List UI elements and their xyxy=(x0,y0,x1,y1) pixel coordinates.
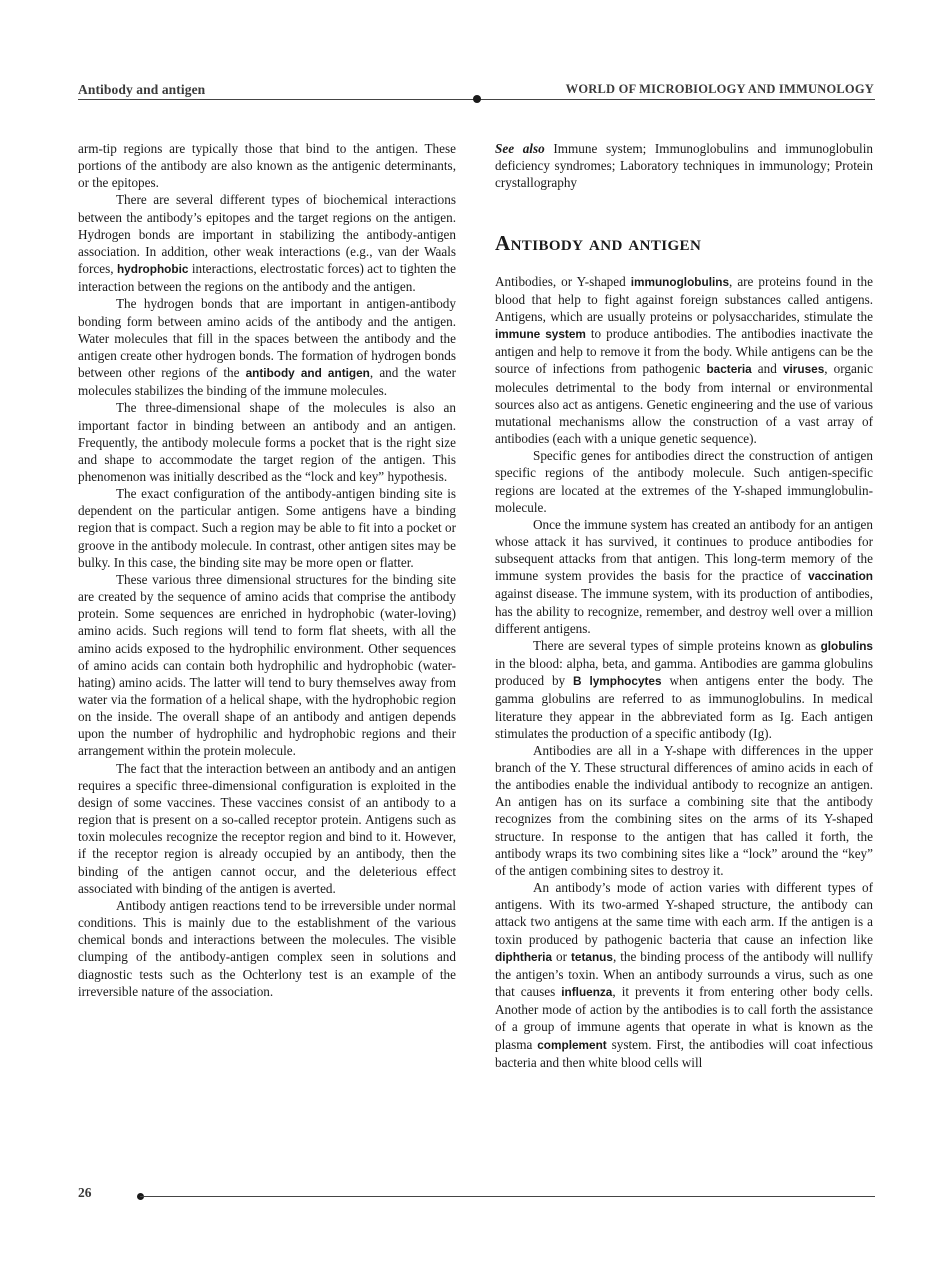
keyword-link: tetanus xyxy=(570,949,613,964)
paragraph: arm-tip regions are typically those that bind to the antigen. These portions of the antibody are also known as the antigenic determinants, or the epitopes. xyxy=(78,141,456,191)
paragraph: An antibody’s mode of action varies with different types of antigens. With its two-armed Y-shaped structure, the antibody can attack two antigens at the same time with each arm. If the antigen is a toxin produced by pathogenic bacteria that cause an infection like diphtheria or tetanus, the binding process of the antibody will nullify the antigen’s toxin. When an antibody surrounds a virus, such as one that causes influenza, it prevents it from entering other body cells. Another mode of action by the antibodies is to call forth the assistance of a group of immune agents that operate in what is known as the plasma complement system. First, the antibodies will coat infectious bacteria and then white blood cells will xyxy=(495,880,874,1070)
paragraph: These various three dimensional structures for the binding site are created by the sequence of amino acids that comprise the antibody protein. Some sequences are enriched in hydrophobic (water-loving) amino acids. Such regions will tend to form flat sheets, with all the amino acids exposed to the hydrophilic environment. Other sequences of amino acids can contain both hydrophilic and hydrophobic (water-hating) amino acids. The latter will tend to bury themselves away from water via the formation of a helical shape, with the hydrophobic region on the inside. The overall shape of an antibody and antigen depends upon the number of hydrophilic and hydrophobic regions and their arrangement within the protein molecule. xyxy=(78,571,456,759)
keyword-link: hydrophobic xyxy=(116,262,189,277)
paragraph: There are several types of simple proteins known as globulins in the blood: alpha, beta, and gamma. Antibodies are gamma globulins produced by B lymphocytes when antigens enter the body. The gamma globulins are referred to as immunoglobulins. In medical literature they appear in the abbreviated form as Ig. Each antigen stimulates the production of a specific antibody (Ig). xyxy=(495,637,873,741)
keyword-link: diphtheria xyxy=(495,949,553,964)
left-column xyxy=(78,140,456,1000)
header-bullet-dot xyxy=(473,95,481,103)
paragraph: The three-dimensional shape of the molecules is also an important factor in binding between an antibody and an antigen. Frequently, the antibody molecule forms a pocket that is the right size and shape to accommodate the target region of the antigen. This phenomenon was initially described as the “lock and key” hypothesis. xyxy=(78,400,456,484)
paragraph: Once the immune system has created an antibody for an antigen whose attack it has survived, it continues to produce antibodies for subsequent attacks from that antigen. This long-term memory of the immune system provides the basis for the practice of vaccination against disease. The immune system, with its production of antibodies, has the ability to recognize, remember, and destroy well over a million different antigens. xyxy=(495,516,873,636)
paragraph: Antibodies are all in a Y-shape with differences in the upper branch of the Y. These structural differences of amino acids in each of the antibodies enable the individual antibody to recognize an antigen. An antigen has on its surface a combining site that the antibody recognizes from the combining sites on the arms of its Y-shaped structure. In response to the antigen that has called it forth, the antibody wraps its two combining sites like a “lock” around the “key” of the antigen combining sites to destroy it. xyxy=(495,742,873,878)
paragraph: The exact configuration of the antibody-antigen binding site is dependent on the particular antigen. Some antigens have a binding region that is compact. Such a region may be able to fit into a pocket or groove in the antibody molecule. In contrast, other antigen sites may be bulky. In this case, the binding site may be more open or flatter. xyxy=(78,486,456,570)
keyword-link: globulins xyxy=(820,638,873,653)
keyword-link: B lymphocytes xyxy=(573,674,662,689)
keyword-link: immunoglobulins xyxy=(630,274,730,289)
keyword-link: immune system xyxy=(495,327,586,342)
see-also-label: See also xyxy=(495,141,545,156)
keyword-link: influenza xyxy=(561,985,613,1000)
keyword-link: bacteria xyxy=(706,362,752,377)
running-header-left: Antibody and antigen xyxy=(78,82,206,97)
see-also-paragraph xyxy=(495,140,873,191)
keyword-link: vaccination xyxy=(808,569,873,584)
right-column xyxy=(495,140,873,1071)
footer-rule xyxy=(140,1196,875,1197)
keyword-link: complement xyxy=(537,1037,607,1052)
page-number: 26 xyxy=(78,1185,92,1200)
keyword-link: antibody and antigen xyxy=(245,366,370,381)
paragraph: The hydrogen bonds that are important in antigen-antibody bonding form between amino acids of the antibody and the antigen. Water molecules that fill in the spaces between the antibody and the antigen create other hydrogen bonds. The formation of hydrogen bonds between other regions of the antibody and antigen, and the water molecules stabilizes the binding of the immune molecules. xyxy=(78,296,457,399)
keyword-link: viruses xyxy=(782,362,825,377)
paragraph: Specific genes for antibodies direct the construction of antigen specific regions of the antibody molecule. Such antigen-specific regions are located at the extremes of the Y-shaped immunglobulin-molecule. xyxy=(495,448,873,515)
paragraph: There are several different types of biochemical interactions between the antibody’s epitopes and the target regions on the antigen. Hydrogen bonds are important in stabilizing the antibody-antigen association. In addition, other weak interactions (e.g., van der Waals forces, hydrophobic interactions, electrostatic forces) act to tighten the interaction between the regions on the antibody and the antigen. xyxy=(78,192,457,295)
paragraph: The fact that the interaction between an antibody and an antigen requires a specific three-dimensional configuration is exploited in the design of some vaccines. These vaccines consist of an antibody to a region that is present on a so-called receptor protein. Antigens such as toxin molecules recognize the receptor region and bind to it. However, if the receptor region is already occupied by an antibody, then the binding of the antigen cannot occur, and the deleterious effect associated with binding of the antigen is averted. xyxy=(78,760,456,896)
see-also-text: Immune system; Immunoglobulins and immunoglobulin deficiency syndromes; Laboratory techniques in immunology; Protein crystallography xyxy=(495,141,873,191)
paragraph: Antibodies, or Y-shaped immunoglobulins, are proteins found in the blood that help to fight against foreign substances called antigens. Antigens, which are usually proteins or polysaccharides, stimulate the immune system to produce antibodies. The antibodies inactivate the antigen and help to remove it from the body. While antigens can be the source of infections from pathogenic bacteria and viruses, organic molecules detrimental to the body from internal or environmental sources also act as antigens. Genetic engineering and the use of various mutational mechanisms allow the construction of a vast array of antibodies (each with a unique genetic sequence). xyxy=(495,273,874,447)
section-title: Antibody and antigen xyxy=(495,231,702,256)
paragraph: Antibody antigen reactions tend to be irreversible under normal conditions. This is mainly due to the establishment of the various chemical bonds and interactions between the molecules. The visible clumping of the antibody-antigen complex seen in solutions and diagnostic tests such as the Ochterlony test is an example of the irreversible nature of the association. xyxy=(78,897,456,999)
running-header-right: WORLD OF MICROBIOLOGY AND IMMUNOLOGY xyxy=(565,82,874,96)
